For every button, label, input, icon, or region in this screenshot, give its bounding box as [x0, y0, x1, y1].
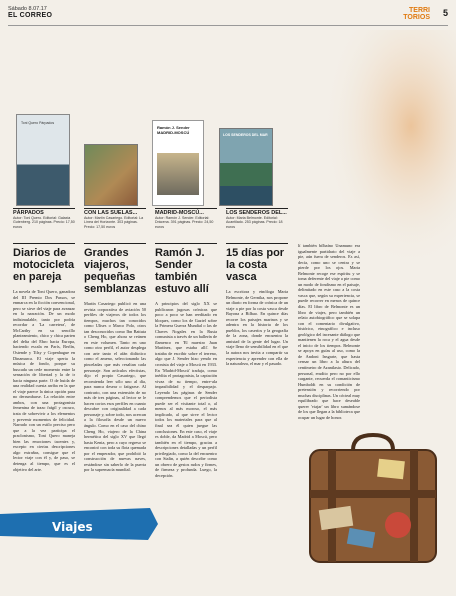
book-cover-madrid-moscu	[152, 120, 204, 206]
book-caption	[226, 208, 288, 229]
article-column	[84, 243, 146, 473]
book-caption	[84, 208, 146, 229]
book-covers	[14, 56, 274, 206]
section-banner-label: Viajes	[52, 520, 93, 534]
book-caption-title: CON LAS SUELAS...	[84, 208, 146, 216]
section-logo	[403, 7, 430, 21]
book-caption-credits: Autor: Martín Casariego. Editorial: La Línea del Horizonte. 303 páginas. Precio: 17,50 euros	[84, 216, 144, 229]
article-body: A principios del siglo XX se publicaron jugosas crónicas que poco a poco se han reeditado en bloques, como los de Gaziel sobre la Primera Guerra Mundial o las de Chaves Nogales en la Rusia comunista a través de un ballerín de flamenco en 'El maestro Juan Martínez, que estaba allí'. Se trataba de escribir sobre el terreno, algo que J. Sender hizo yendo en cronista del viaje a Moscú en 1933. En 'Madrid-Moscú' traduja, como inédita el protagonista, la captación vivaz de su tiempo, entre-ala impasibilidad y el desparpajo. Leyendo las páginas de Sender comprendemos que el periodista puede ser el visitante total o, al menos al más moroso, el más implicado, al que sirve el lector todos los materiales para que al final sea él quien juegue las conclusiones. En este caso, el viaje es doble, da Madrid a Moscú, pero también en el tiempo, gracias a descripciones detalladas y un perfil privilegiado, como la del encuentro con Stalin, a quién describe como un obrero de gestos rudos y firmes, de firmeza y profunda. Luego, la decepción.	[155, 301, 217, 478]
page-number: 5	[442, 8, 448, 18]
book-cover-con-las-suelas	[84, 144, 138, 206]
article-headline: 15 días por la costa vasca	[226, 243, 288, 283]
article-headline: Grandes viajeros, pequeñas semblanzas	[84, 243, 146, 295]
book-caption-credits: Autor: Toni Quero. Editorial: Galaxia Gutenberg. 210 páginas. Precio: 17,50 euros	[13, 216, 75, 229]
book-cover-parpados	[16, 114, 70, 206]
book-caption	[155, 208, 217, 229]
book-cover-text: Toni Quero Párpados	[21, 121, 55, 125]
masthead	[8, 6, 52, 19]
article-column	[226, 243, 288, 367]
book-cover-senderos	[219, 128, 273, 206]
article-body: La escritora y etnóloga Maria Belmonte, de Gernika, nos propone un diario en forma de crónica de un viaje a pie por la costa vasca desde Bayona a Bilbao. En quince días recorre los paisajes marinos y se adentra en la historia de los pueblos, los caseríos y la geografía de la zona, donde encuentra la amistad de la gente del lugar. Un viaje lleno de sensibilidad en el que la autora nos invita a compartir su experiencia y aprender con ella de la naturaleza, el mar y el pasado.	[226, 289, 288, 367]
article-headline: Ramón J. Sender también estuvo allí	[155, 243, 217, 295]
article-headline: Diarios de motocicleta en pareja	[13, 243, 75, 283]
book-caption-title: LOS SENDEROS DEL...	[226, 210, 287, 216]
paper-name: EL CORREO	[8, 12, 53, 19]
book-caption-title: MADRID-MOSCÚ...	[155, 208, 217, 216]
book-caption-credits: Autor: Maria Belmonte. Editorial: Acantilado. 253 páginas. Precio: 18 euros	[226, 216, 283, 229]
issue-date: Sábado 8.07.17	[8, 6, 47, 12]
article-continued-column: lí también bilbaíno Unamuno era igualmente partidario del viaje a pie, aún fuera de senderos. Es así, decía, como uno se centra y se pierde por los ojos. Maria Belmonte recoge ese espíritu y se toma deferente del viaje a pie como un modo de fondismo en el paisaje, delimitado en este caso a la costa vasca que, según su experiencia, se puede recorrer en menos de quince días. El libro de Belmonte es un libro de viajes, pero también un relato autobiográfico que se solapa con el comentario divulgativo, histórico, etnográfico e incluso geológico del incesante diálogo que mantienen la roca y el agua desde el inicio de los tiempos. Belmonte se apoya en guías al uso, como la de Andoni Insgarte, que hasta censar un libro a la altura del centímetro de Azantlasio. Delicado, personal, erudito pero no por ello cargante, recuerda el romanticismo Humboldt en su condición de pretensión y recorriendo por muchas disciplinas. Un cócteal muy equilibrado que hace deseable querer 'viajar' un libro sumándose de los que llegan a la biblioteca que ocupar un lugar de honor.	[298, 243, 360, 420]
decorative-splash	[306, 30, 456, 270]
section-logo-line: TERRI	[409, 7, 430, 14]
book-caption-title: PÁRPADOS	[13, 208, 75, 216]
header-rule	[8, 25, 448, 26]
book-cover-text: LOS SENDEROS DEL MAR	[223, 133, 268, 137]
book-caption-credits: Autor: Ramón J. Sender. Editorial: Drácena. 391 páginas. Precio: 24,50 euros	[155, 216, 214, 229]
article-body: Martín Casariego publicó en una revista corporativa de aviación 50 perfiles de viajeros de todos los tiempos, muchos tan conocidos como Ulises o Marco Polo, otros tan desconocidos como Ibn Battuta o Cheng Ho, que ahora se reúnen en este volumen. Tanto en uno como otro perfil, el autor desplega con arte tanto el afán didáctico como el ameno, seleccionando las pinceladas que más resaltan cada personaje. Son artículos efectistas, dijo el propio Casariego, que recomienda leer sólo uno al día, para nunca desear o fatigarse. Al contrario, con una extensión de no más de tres páginas, al lector se le hacen cortos esos perfiles en cuanto descubre con originalidad a cada personaje y, sobre todo, nos acercan a la filosofía desde un nuevo ángulo. Como en el caso del chino Cheng Ho, viajero de la China hermética del siglo XV que llegó hasta Kenia, pero a cuyo regreso se encontró con toda su flota quemada por el emperador, que prohibió la construcción de nuevas naves, restándose sin saberlo de la puerta por la supremacía mundial.	[84, 301, 146, 473]
book-cover-photo	[157, 153, 199, 195]
article-body: La novela de Toni Quero, ganadora del III Premio Dos Passos, se enmarca en la ficción convencional, pero se sirve del viaje para avanzar en la narración. De un modo indisimulable, tanto por podría recordar a 'La carretera', de McCarthy en su sencillo planteamiento, chico y chica parten del delta del Ebro hacia Europa, haciendo escala en París, Berlín, Ostende y Tilsy y Copenhague en Dinamarca. El viaje sperta la música de fondo, porque su buscada un cede momento entre la sensación de libertad y la de ir hacia ninguna parte. O de huida de una realidad cuesta arriba en la que el viaje parece la única opción para no derrumbarse. La relación entre ambos, con una protagonista femenina de trazo frágil y oscuro, trata de sobrevivir a los elementos y prevenir momentos de felicidad. Narrado con un estilo preciso pero que a la vez participa el praclonismo, Toni Quero maneja bien las emociones tacentes y, excepto en ciertas descripciones algo extrañas, consigue que el lector viaje con él y, de paso, se detenga al tiempo, que es el objetivo del arte.	[13, 289, 75, 472]
suitcase-illustration	[298, 430, 448, 580]
article-column	[13, 243, 75, 472]
book-cover-text: Ramón J. Sender MADRID-MOSCÚ	[157, 125, 190, 135]
section-logo-line: TORIOS	[403, 14, 430, 21]
article-column	[155, 243, 217, 479]
book-caption	[13, 208, 75, 229]
